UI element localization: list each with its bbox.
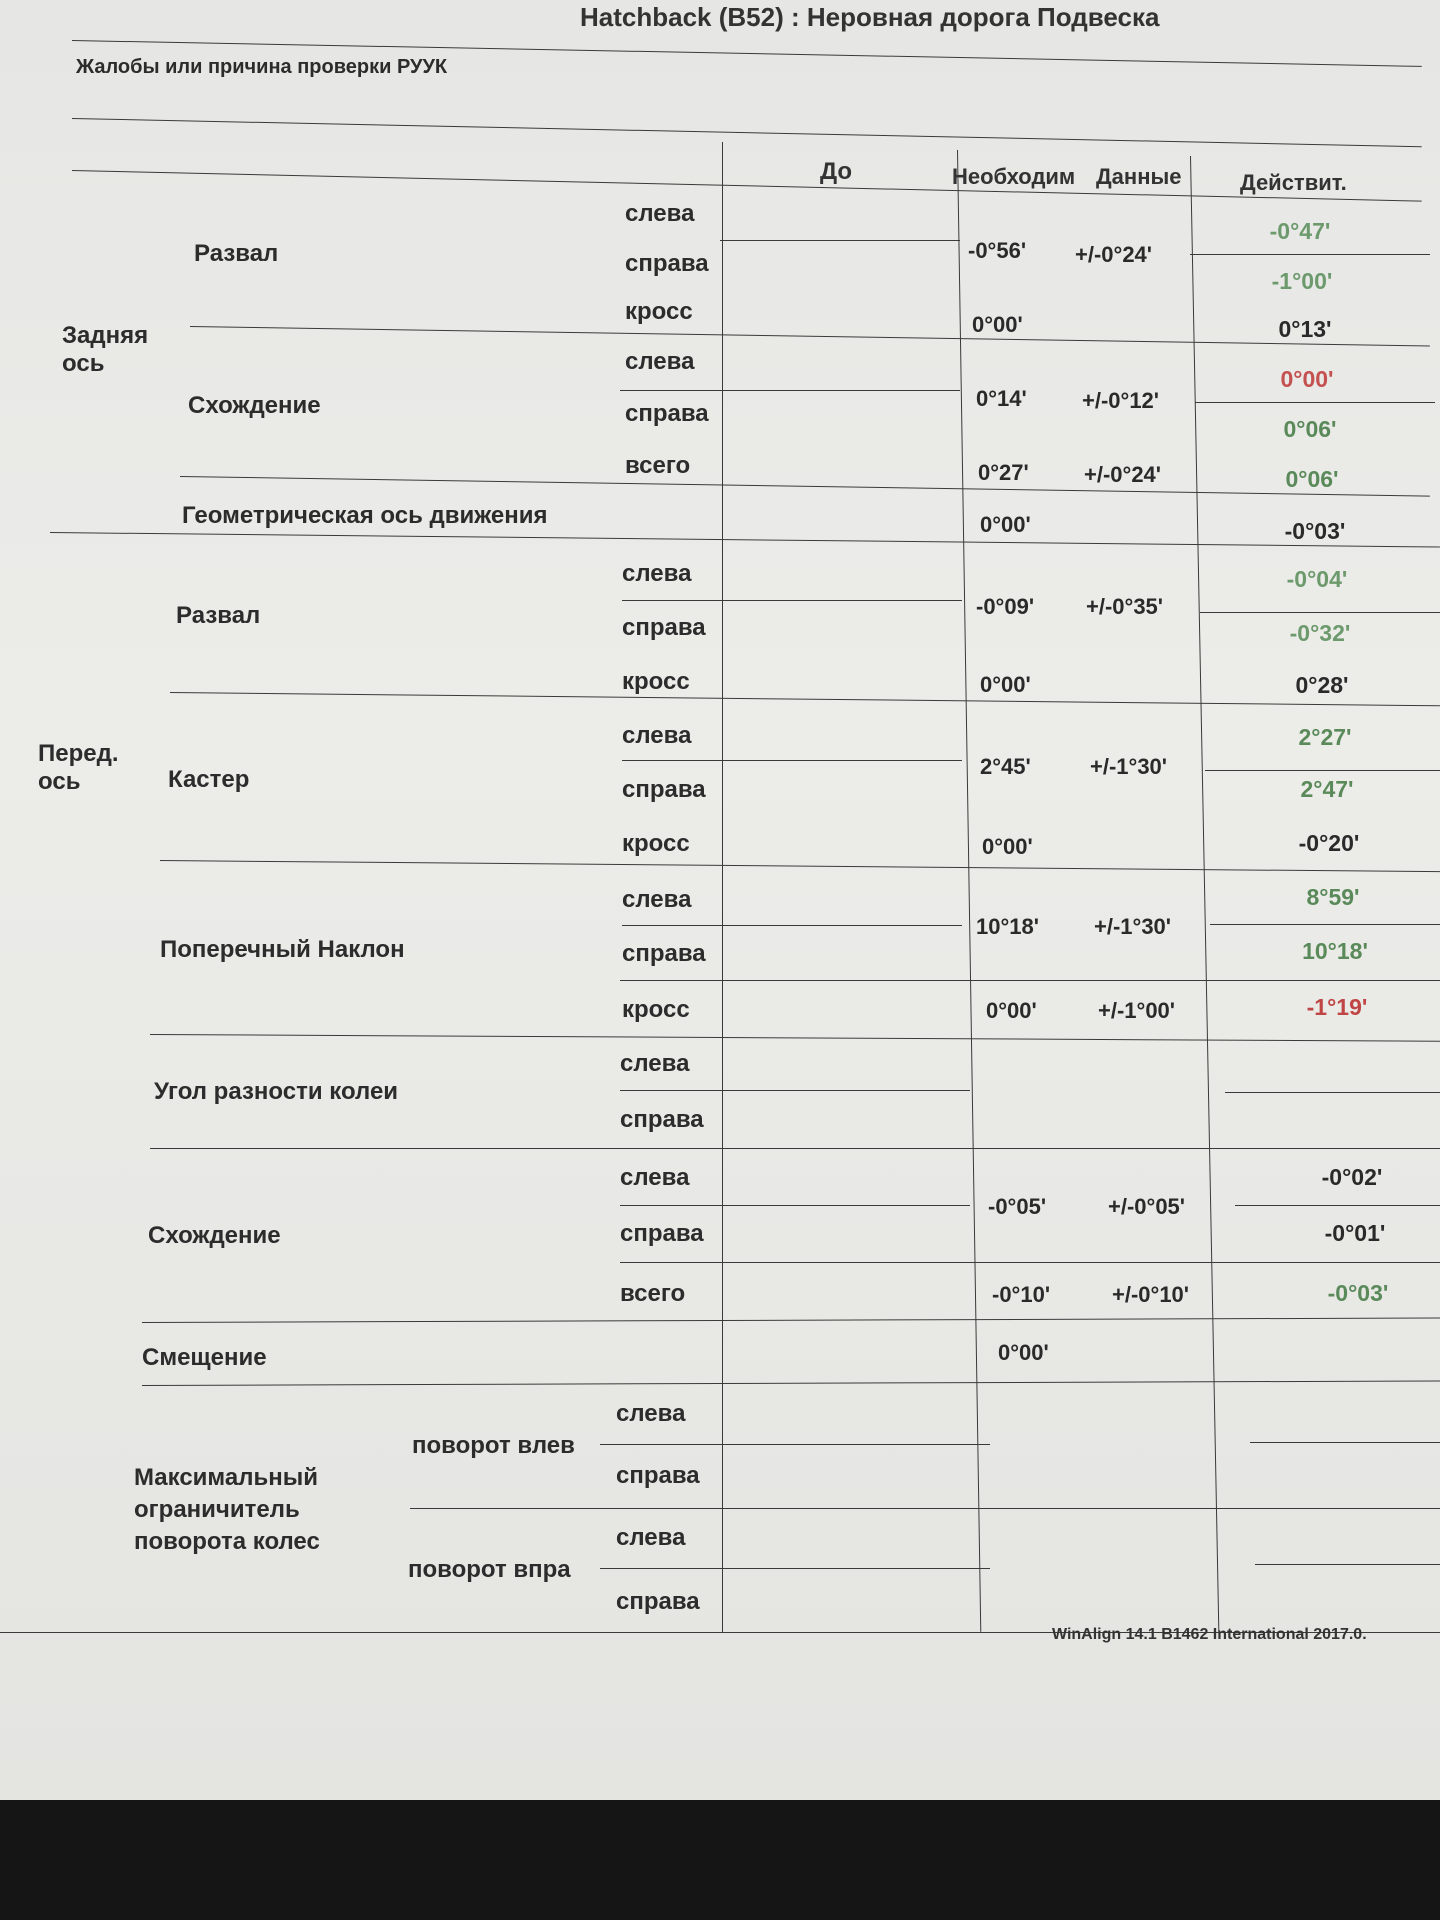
rule	[620, 980, 1440, 981]
rear-toe-spec: 0°14'	[976, 386, 1027, 411]
rule	[620, 390, 960, 391]
front-toe-left: слева	[620, 1164, 690, 1191]
front-toe-right: справа	[620, 1220, 704, 1247]
front-toe-spec: -0°05'	[988, 1194, 1047, 1219]
front-toe-act-left: -0°02'	[1321, 1164, 1383, 1190]
rule	[1235, 1205, 1440, 1206]
caster-label: Кастер	[168, 766, 250, 793]
front-toe-act-right: -0°01'	[1324, 1220, 1386, 1246]
sai-cross-spec: 0°00'	[986, 998, 1037, 1023]
caster-tol: +/-1°30'	[1090, 754, 1168, 779]
sai-left: слева	[622, 886, 692, 913]
rear-toe-act-left: 0°00'	[1280, 366, 1334, 392]
setback-label: Смещение	[142, 1344, 267, 1371]
rule	[620, 1205, 970, 1206]
front-toe-label: Схождение	[148, 1222, 281, 1249]
rear-toe-act-right: 0°06'	[1283, 416, 1337, 442]
turn-left-label: поворот влев	[412, 1432, 575, 1459]
rear-toe-right: справа	[625, 400, 709, 427]
front-camber-cross: кросс	[622, 668, 690, 695]
front-camber-act-left: -0°04'	[1286, 566, 1348, 592]
front-toe-total: всего	[620, 1280, 686, 1307]
sai-act-cross: -1°19'	[1306, 994, 1368, 1020]
sai-spec: 10°18'	[976, 914, 1039, 939]
sai-cross: кросс	[622, 996, 690, 1023]
rear-toe-tol: +/-0°12'	[1082, 388, 1160, 413]
sai-cross-tol: +/-1°00'	[1098, 998, 1176, 1023]
front-toe-tol: +/-0°05'	[1108, 1194, 1186, 1219]
max-turn-label: Максимальный ограничитель поворота колес	[134, 1464, 320, 1555]
turn-right-right: справа	[616, 1588, 700, 1615]
rear-toe-label: Схождение	[188, 392, 321, 419]
rule	[720, 240, 960, 241]
thrust-angle-label: Геометрическая ось движения	[182, 502, 548, 529]
rear-camber-label: Развал	[194, 240, 279, 267]
rule	[410, 1508, 1440, 1509]
background-surface	[0, 1800, 1440, 1920]
sai-label: Поперечный Наклон	[160, 936, 405, 963]
front-toe-act-total: -0°03'	[1327, 1280, 1389, 1306]
caster-cross: кросс	[622, 830, 690, 857]
front-toe-total-tol: +/-0°10'	[1112, 1282, 1190, 1307]
front-camber-right: справа	[622, 614, 706, 641]
rear-toe-total-tol: +/-0°24'	[1084, 462, 1162, 487]
turn-right-label: поворот впра	[408, 1556, 571, 1583]
rear-camber-left: слева	[625, 200, 695, 227]
thrust-angle-act: -0°03'	[1284, 518, 1346, 544]
rear-toe-total: всего	[625, 452, 691, 479]
rule	[622, 925, 962, 926]
rear-camber-right: справа	[625, 250, 709, 277]
rule	[1210, 924, 1440, 925]
rule	[1190, 254, 1430, 255]
front-camber-cross-spec: 0°00'	[980, 672, 1031, 697]
rule	[600, 1444, 990, 1445]
front-camber-tol: +/-0°35'	[1086, 594, 1164, 619]
toe-out-turns-right: справа	[620, 1106, 704, 1133]
rule	[622, 600, 962, 601]
column-spec-required: Необходим	[952, 164, 1076, 189]
rear-camber-act-cross: 0°13'	[1278, 316, 1332, 342]
toe-out-turns-left: слева	[620, 1050, 690, 1077]
rule	[1205, 770, 1440, 771]
rule	[150, 1148, 1440, 1149]
rule	[620, 1262, 1440, 1263]
column-before: До	[820, 158, 853, 185]
thrust-angle-spec: 0°00'	[980, 512, 1031, 537]
rear-toe-left: слева	[625, 348, 695, 375]
grid-line	[722, 142, 723, 1632]
rule	[600, 1568, 990, 1569]
sai-act-left: 8°59'	[1306, 884, 1360, 910]
rule	[1250, 1442, 1440, 1443]
front-camber-left: слева	[622, 560, 692, 587]
turn-left-right: справа	[616, 1462, 700, 1489]
front-toe-total-spec: -0°10'	[992, 1282, 1051, 1307]
rear-camber-cross: кросс	[625, 298, 693, 325]
rear-camber-spec: -0°56'	[968, 238, 1027, 263]
front-camber-act-cross: 0°28'	[1295, 672, 1349, 698]
report-title: Hatchback (B52) : Неровная дорога Подвеска	[580, 2, 1160, 32]
sai-right: справа	[622, 940, 706, 967]
front-axle-label: Перед. ось	[38, 740, 119, 795]
front-camber-spec: -0°09'	[976, 594, 1035, 619]
rule	[1200, 612, 1440, 613]
rule	[1255, 1564, 1440, 1565]
rule	[620, 1090, 970, 1091]
rear-toe-act-total: 0°06'	[1285, 466, 1339, 492]
rear-axle-label: Задняя ось	[62, 322, 149, 377]
sai-act-right: 10°18'	[1302, 938, 1368, 964]
caster-act-cross: -0°20'	[1298, 830, 1360, 856]
turn-right-left: слева	[616, 1524, 686, 1551]
front-camber-label: Развал	[176, 602, 261, 629]
rule	[622, 760, 962, 761]
turn-left-left: слева	[616, 1400, 686, 1427]
caster-act-right: 2°47'	[1300, 776, 1354, 802]
rear-camber-tol: +/-0°24'	[1075, 242, 1153, 267]
caster-act-left: 2°27'	[1298, 724, 1352, 750]
caster-right: справа	[622, 776, 706, 803]
front-camber-act-right: -0°32'	[1289, 620, 1351, 646]
rear-camber-act-right: -1°00'	[1271, 268, 1333, 294]
column-spec-data: Данные	[1096, 164, 1182, 189]
rule	[1195, 402, 1435, 403]
rule	[1225, 1092, 1440, 1093]
caster-cross-spec: 0°00'	[982, 834, 1033, 859]
rear-camber-act-left: -0°47'	[1269, 218, 1331, 244]
footer-software: WinAlign 14.1 B1462 International 2017.0.	[1052, 1626, 1367, 1643]
setback-spec: 0°00'	[998, 1340, 1049, 1365]
caster-left: слева	[622, 722, 692, 749]
caster-spec: 2°45'	[980, 754, 1031, 779]
complaint-label: Жалобы или причина проверки РУУК	[76, 56, 448, 78]
sai-tol: +/-1°30'	[1094, 914, 1172, 939]
column-actual: Действит.	[1240, 170, 1347, 195]
toe-out-turns-label: Угол разности колеи	[154, 1078, 399, 1105]
rear-camber-cross-spec: 0°00'	[972, 312, 1023, 337]
rear-toe-total-spec: 0°27'	[978, 460, 1029, 485]
